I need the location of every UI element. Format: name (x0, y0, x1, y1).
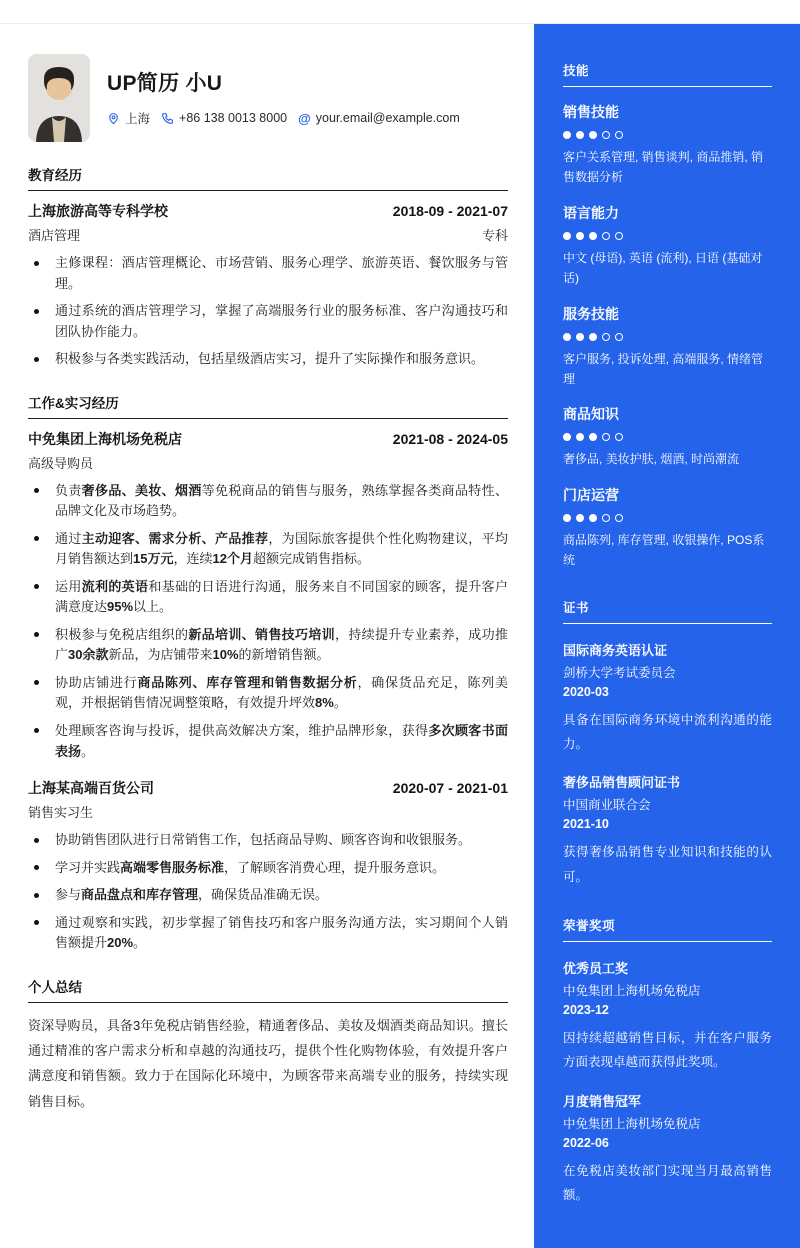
awards-section-title: 荣誉奖项 (563, 916, 772, 942)
certificate-item (563, 640, 772, 757)
contact-row (107, 109, 460, 127)
skill-level-dots (563, 514, 772, 522)
sidebar-section-certificates (563, 598, 772, 890)
skill-level-dots (563, 433, 772, 441)
bullet-item: 参与商品盘点和库存管理，确保货品准确无误。 (28, 885, 508, 906)
section-summary (28, 976, 508, 1114)
bullet-item: 通过观察和实践，初步掌握了销售技巧和客户服务沟通方法，实习期间个人销售额提升20%。 (28, 913, 508, 954)
identity-block (107, 54, 460, 142)
level-dot-filled (576, 232, 584, 240)
level-dot-filled (589, 131, 597, 139)
email-text: your.email@example.com (315, 111, 460, 125)
location-icon (107, 112, 120, 125)
bullet-list (28, 830, 508, 954)
education-section-title: 教育经历 (28, 164, 508, 191)
level-dot-filled (589, 333, 597, 341)
work-section-title: 工作&实习经历 (28, 392, 508, 419)
entry-name: 上海某高端百货公司 (28, 780, 154, 797)
award-name: 月度销售冠军 (563, 1093, 642, 1109)
bullet-list (28, 253, 508, 370)
level-dot-filled (576, 433, 584, 441)
certificates-list (563, 640, 772, 890)
level-dot-filled (563, 232, 571, 240)
skill-name: 语言能力 (563, 204, 619, 221)
level-dot-empty (602, 232, 610, 240)
skill-detail: 奢侈品, 美妆护肤, 烟酒, 时尚潮流 (563, 452, 740, 467)
certificate-date: 2021-10 (563, 817, 609, 832)
experience-entry (28, 429, 508, 762)
profile-photo-placeholder (28, 54, 90, 142)
profile-photo (28, 54, 90, 142)
entry-header (28, 429, 508, 449)
entry-role: 高级导购员 (28, 455, 94, 471)
award-name: 优秀员工奖 (563, 961, 629, 977)
skill-item (563, 485, 772, 571)
level-dot-filled (576, 514, 584, 522)
entry-subheader (28, 225, 508, 244)
certificate-item (563, 772, 772, 889)
summary-section-title: 个人总结 (28, 976, 508, 1003)
award-description: 因持续超越销售目标，并在客户服务方面表现卓越而获得此奖项。 (563, 1031, 772, 1070)
skill-level-dots (563, 333, 772, 341)
entry-role: 销售实习生 (28, 805, 94, 821)
sidebar-section-awards (563, 916, 772, 1208)
award-date: 2022-06 (563, 1135, 609, 1150)
bullet-item: 积极参与免税店组织的新品培训、销售技巧培训，持续提升专业素养，成功推广30余款新品，为店铺带来10%的新增销售额。 (28, 625, 508, 666)
level-dot-empty (602, 514, 610, 522)
resume-page (0, 23, 800, 1248)
entry-header (28, 778, 508, 798)
bullet-item: 主修课程：酒店管理概论、市场营销、服务心理学、旅游英语、餐饮服务与管理。 (28, 253, 508, 294)
awards-list (563, 958, 772, 1208)
level-dot-filled (576, 333, 584, 341)
education-entries (28, 201, 508, 370)
entry-header (28, 201, 508, 221)
level-dot-empty (615, 131, 623, 139)
bullet-list (28, 481, 508, 762)
bullet-item: 运用流利的英语和基础的日语进行沟通，服务来自不同国家的顾客，提升客户满意度达95%以上。 (28, 577, 508, 618)
bullet-item: 通过主动迎客、需求分析、产品推荐，为国际旅客提供个性化购物建议，平均月销售额达到15万元，连续12个月超额完成销售指标。 (28, 529, 508, 570)
bullet-item: 协助销售团队进行日常销售工作，包括商品导购、顾客咨询和收银服务。 (28, 830, 508, 851)
entry-date: 2020-07 - 2021-01 (392, 780, 508, 797)
entry-date: 2018-09 - 2021-07 (392, 203, 508, 219)
skill-name: 销售技能 (563, 104, 619, 120)
level-dot-empty (615, 232, 623, 240)
bullet-item: 处理顾客咨询与投诉，提供高效解决方案，维护品牌形象，获得多次顾客书面表扬。 (28, 721, 508, 762)
certificate-name: 奢侈品销售顾问证书 (563, 775, 681, 791)
phone-text: +86 138 0013 8000 (179, 111, 288, 125)
entry-role: 酒店管理 (28, 228, 81, 243)
skill-name: 门店运营 (563, 486, 619, 503)
candidate-name: UP简历 小U (107, 72, 223, 95)
certificate-description: 获得奢侈品销售专业知识和技能的认可。 (563, 845, 772, 884)
sidebar-section-skills (563, 61, 772, 571)
award-item (563, 958, 772, 1075)
bullet-item: 积极参与各类实践活动，包括星级酒店实习，提升了实际操作和服务意识。 (28, 349, 508, 370)
section-work (28, 392, 508, 954)
skill-level-dots (563, 131, 772, 139)
email-icon: @ (298, 110, 311, 126)
entry-name: 上海旅游高等专科学校 (28, 203, 168, 219)
bullet-item: 协助店铺进行商品陈列、库存管理和销售数据分析，确保货品充足，陈列美观，并根据销售情况调整策略，有效提升坪效8%。 (28, 673, 508, 714)
skill-item (563, 304, 772, 390)
skill-item (563, 203, 772, 289)
section-education (28, 164, 508, 370)
skill-name: 商品知识 (563, 406, 619, 423)
level-dot-empty (602, 131, 610, 139)
skill-item (563, 404, 772, 469)
bullet-item: 通过系统的酒店管理学习，掌握了高端服务行业的服务标准、客户沟通技巧和团队协作能力。 (28, 301, 508, 342)
sidebar (534, 24, 800, 1248)
main-column (28, 24, 508, 1248)
skill-detail: 商品陈列, 库存管理, 收银操作, POS系统 (563, 532, 765, 568)
level-dot-filled (589, 232, 597, 240)
skill-level-dots (563, 232, 772, 240)
contact-location (107, 109, 150, 127)
level-dot-filled (563, 514, 571, 522)
contact-email (298, 111, 460, 125)
award-issuer: 中免集团上海机场免税店 (563, 984, 701, 999)
skill-detail: 客户关系管理, 销售谈判, 商品推销, 销售数据分析 (563, 150, 764, 185)
level-dot-empty (615, 514, 623, 522)
experience-entry (28, 778, 508, 954)
experience-entry (28, 201, 508, 370)
certificate-name: 国际商务英语认证 (563, 642, 668, 658)
entry-degree: 专科 (481, 228, 508, 243)
summary-text: 资深导购员，具备3年免税店销售经验，精通奢侈品、美妆及烟酒类商品知识。擅长通过精准的客户需求分析和卓越的沟通技巧，提供个性化购物体验，有效提升客户满意度和销售额。致力于在国际化环境中，为顾客带来高端专业的服务，持续实现销售目标。 (28, 1017, 508, 1109)
bullet-item: 学习并实践高端零售服务标准，了解顾客消费心理，提升服务意识。 (28, 858, 508, 879)
location-text: 上海 (125, 112, 151, 126)
entry-name: 中免集团上海机场免税店 (28, 430, 182, 447)
certificate-issuer: 剑桥大学考试委员会 (563, 665, 676, 680)
award-issuer: 中免集团上海机场免税店 (563, 1116, 701, 1131)
level-dot-empty (602, 433, 610, 441)
level-dot-filled (589, 433, 597, 441)
level-dot-empty (615, 333, 623, 341)
level-dot-empty (615, 433, 623, 441)
level-dot-filled (563, 333, 571, 341)
award-date: 2023-12 (563, 1003, 609, 1018)
skill-item (563, 102, 772, 188)
level-dot-filled (563, 433, 571, 441)
certificate-issuer: 中国商业联合会 (563, 798, 651, 813)
entry-subheader (28, 802, 508, 821)
level-dot-filled (563, 131, 571, 139)
level-dot-filled (576, 131, 584, 139)
certificate-date: 2020-03 (563, 684, 609, 699)
certificate-description: 具备在国际商务环境中流利沟通的能力。 (563, 712, 772, 751)
contact-phone (161, 111, 287, 125)
level-dot-empty (602, 333, 610, 341)
entry-date: 2021-08 - 2024-05 (392, 430, 508, 447)
work-entries (28, 429, 508, 954)
skill-detail: 中文 (母语), 英语 (流利), 日语 (基础对话) (563, 250, 763, 286)
skill-name: 服务技能 (563, 305, 619, 322)
certificates-section-title: 证书 (563, 598, 772, 624)
bullet-item: 负责奢侈品、美妆、烟酒等免税商品的销售与服务，熟练掌握各类商品特性、品牌文化及市场趋势。 (28, 481, 508, 522)
phone-icon (161, 112, 174, 125)
skills-list (563, 102, 772, 571)
award-description: 在免税店美妆部门实现当月最高销售额。 (563, 1163, 772, 1203)
level-dot-filled (589, 514, 597, 522)
skills-section-title: 技能 (563, 61, 772, 87)
award-item (563, 1091, 772, 1208)
skill-detail: 客户服务, 投诉处理, 高端服务, 情绪管理 (563, 351, 764, 386)
header (28, 24, 508, 142)
entry-subheader (28, 453, 508, 472)
